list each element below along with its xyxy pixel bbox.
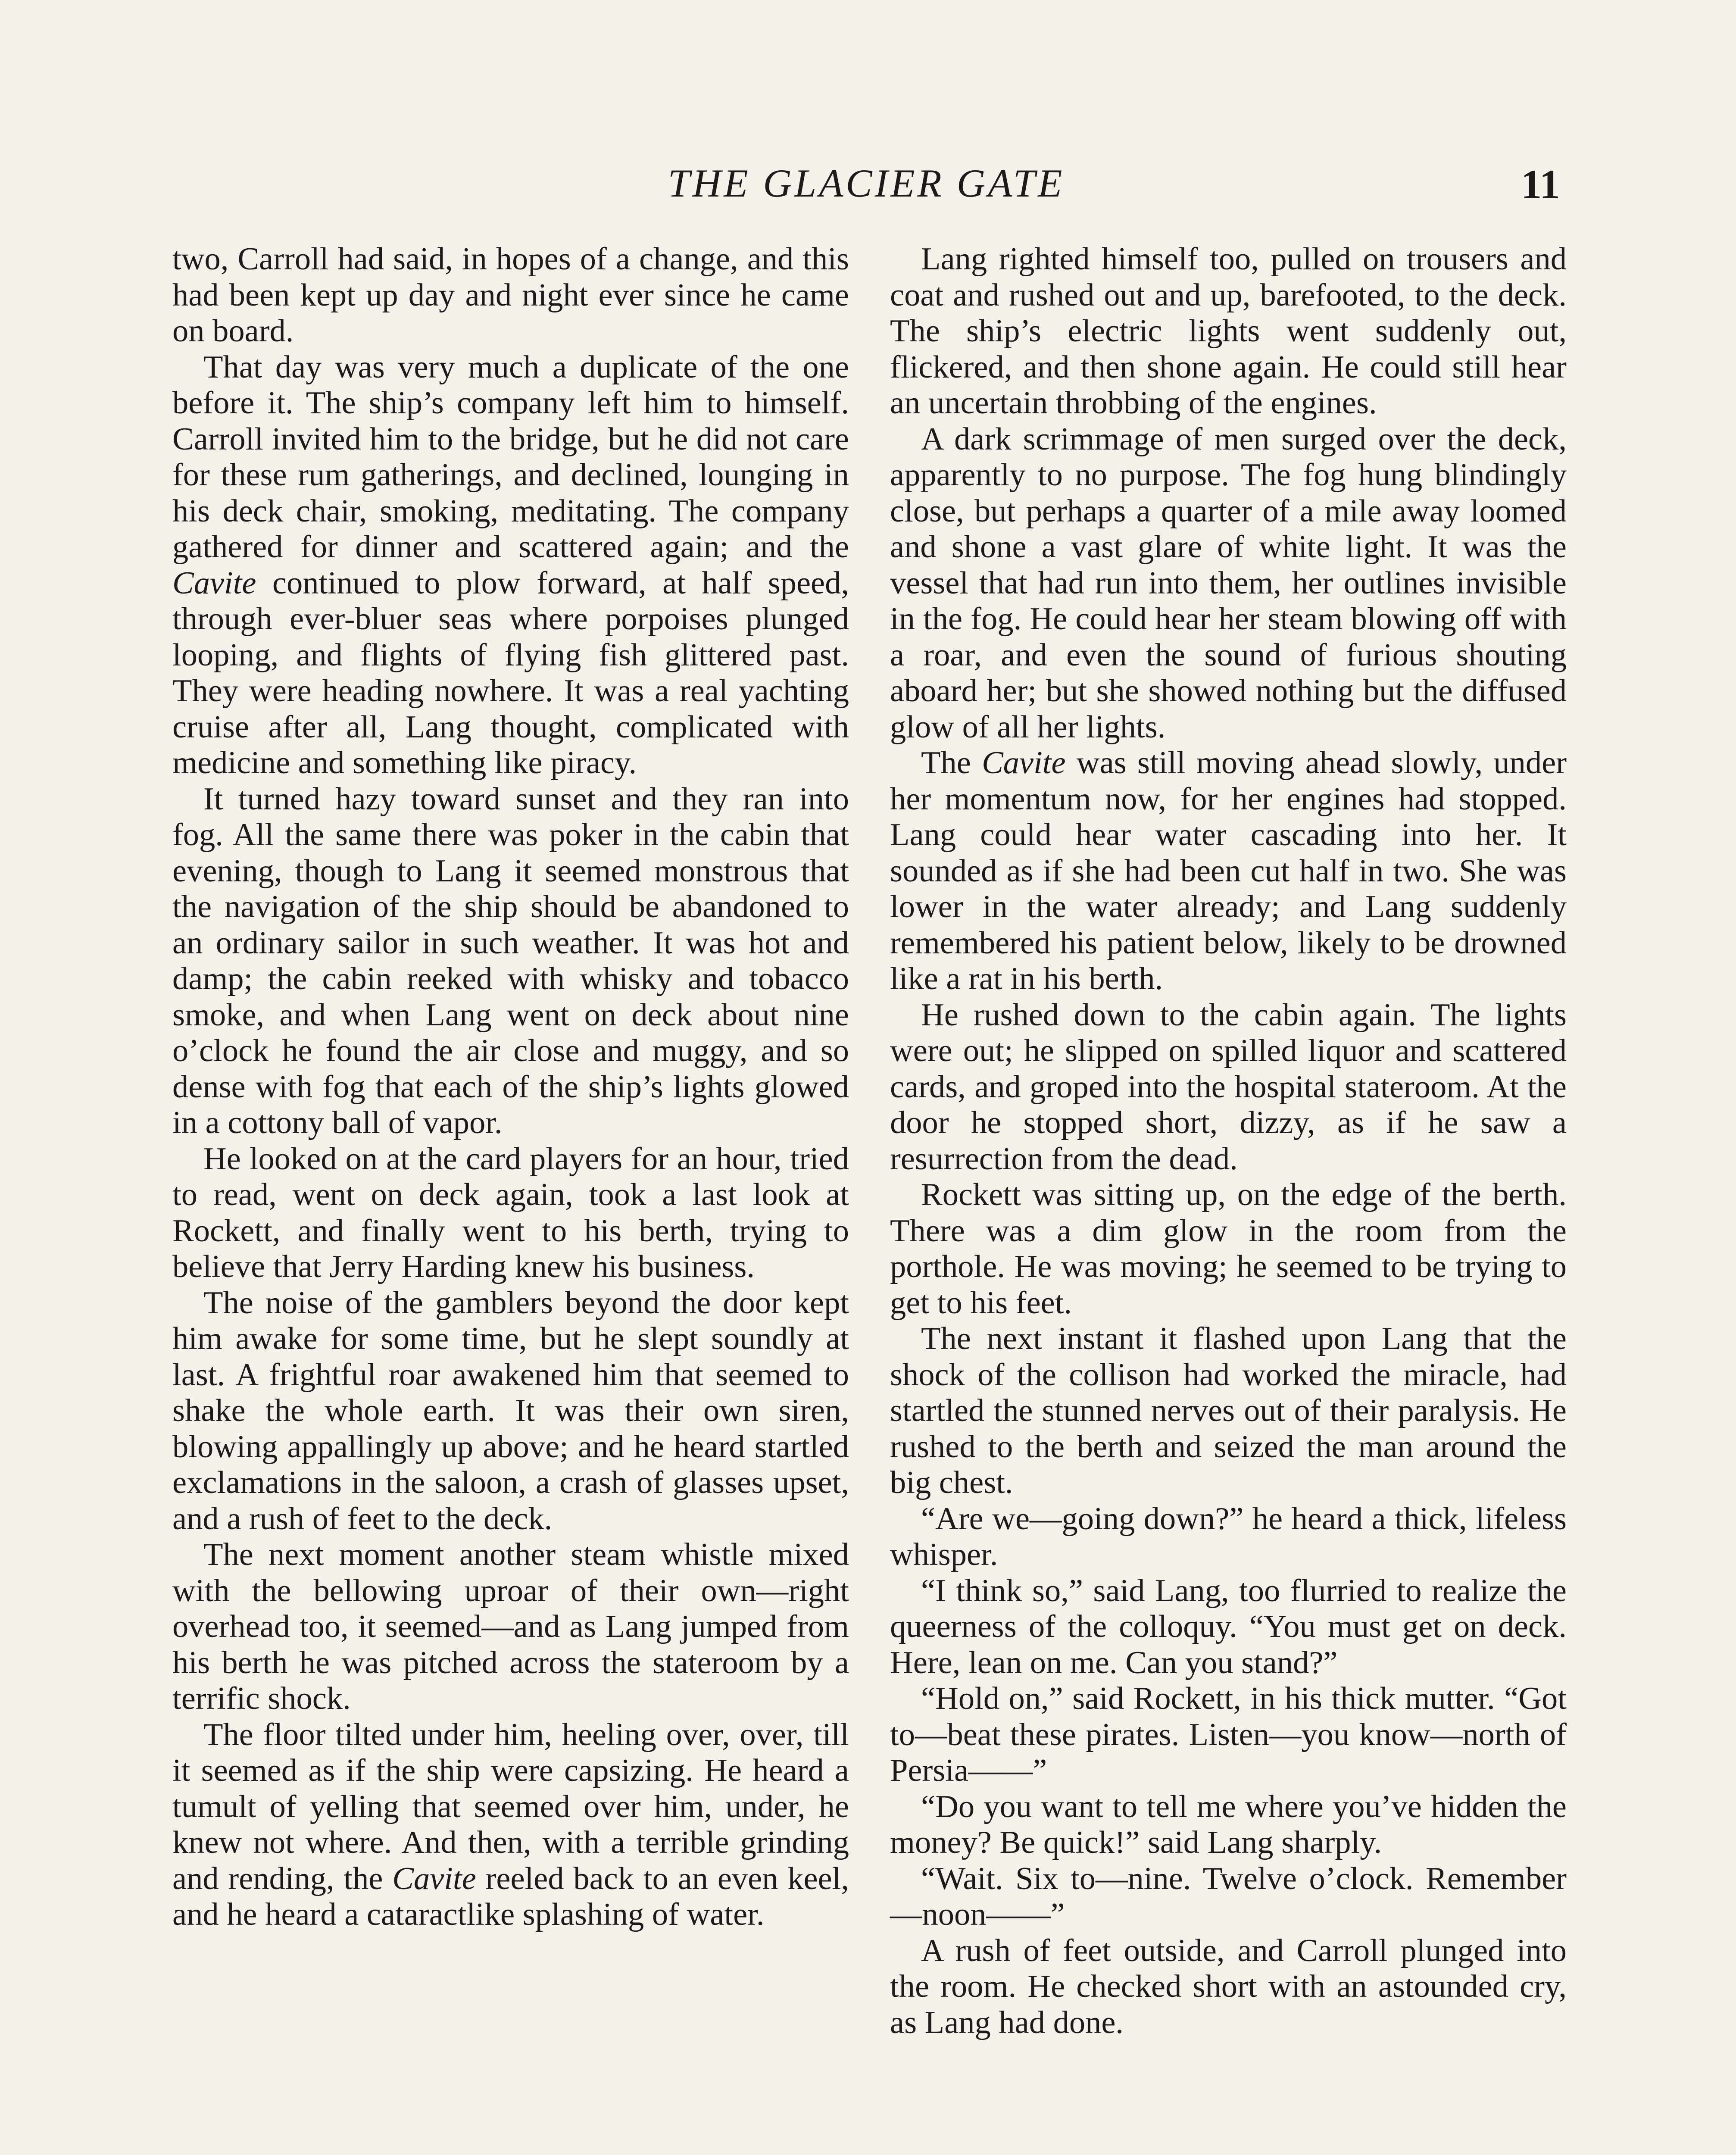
paragraph: The next moment another steam whistle mixed with the bellowing uproar of their own—right overhead too, it seemed—and as Lang jumped from his berth he was pitched across the stateroom by a terrific shock. <box>172 1537 849 1716</box>
paragraph: It turned hazy toward sunset and they ran into fog. All the same there was poker in the cabin that evening, though to Lang it seemed monstrous that the navigation of the ship should be abandoned to an ordinary sailor in such weather. It was hot and damp; the cabin reeked with whisky and tobacco smoke, and when Lang went on deck about nine o’clock he found the air close and muggy, and so dense with fog that each of the ship’s lights glowed in a cottony ball of vapor. <box>172 781 849 1140</box>
paragraph-text: The <box>921 745 982 781</box>
paragraph: Lang righted himself too, pulled on trousers and coat and rushed out and up, barefooted, to the deck. The ship’s electric lights went suddenly out, flickered, and then shone again. He could still hear an uncertain throbbing of the engines. <box>890 241 1567 421</box>
paragraph: The noise of the gamblers beyond the door kept him awake for some time, but he slept soundly at last. A frightful roar awakened him that seemed to shake the whole earth. It was their own siren, blowing appallingly up above; and he heard startled exclamations in the saloon, a crash of glasses upset, and a rush of feet to the deck. <box>172 1285 849 1537</box>
paragraph-text: reeled back to an even keel, and he heard a cataractlike splashing of water. <box>172 1861 849 1932</box>
ship-name: Cavite <box>392 1861 476 1896</box>
paragraph: “Wait. Six to—nine. Twelve o’clock. Remember—noon——” <box>890 1861 1567 1932</box>
paragraph: “I think so,” said Lang, too flurried to realize the queerness of the colloquy. “You must get on deck. Here, lean on me. Can you stand?” <box>890 1573 1567 1680</box>
paragraph: Rockett was sitting up, on the edge of the berth. There was a dim glow in the room from the porthole. He was moving; he seemed to be trying to get to his feet. <box>890 1177 1567 1321</box>
paragraph-text: was still moving ahead slowly, under her momentum now, for her engines had stopped. Lang could hear water cascading into her. It sounded as if she had been cut half in two. She was lower in the water already; and Lang suddenly remembered his patient below, likely to be drowned like a rat in his berth. <box>890 745 1567 996</box>
paragraph: He looked on at the card players for an hour, tried to read, went on deck again, took a last look at Rockett, and finally went to his berth, trying to believe that Jerry Harding knew his business. <box>172 1141 849 1284</box>
ship-name: Cavite <box>982 745 1066 781</box>
running-header <box>172 160 1560 221</box>
right-column <box>890 241 1567 2041</box>
ship-name: Cavite <box>172 565 256 601</box>
paragraph-text: continued to plow forward, at half speed, through ever-bluer seas where porpoises plunged looping, and flights of flying fish glittered past. They were heading nowhere. It was a real yachting cruise after all, Lang thought, complicated with medicine and something like piracy. <box>172 565 849 781</box>
paragraph: “Do you want to tell me where you’ve hidden the money? Be quick!” said Lang sharply. <box>890 1789 1567 1860</box>
paragraph: A rush of feet outside, and Carroll plunged into the room. He checked short with an astounded cry, as Lang had done. <box>890 1933 1567 2040</box>
paragraph <box>172 1717 849 1933</box>
paragraph: “Hold on,” said Rockett, in his thick mutter. “Got to—beat these pirates. Listen—you know—north of Persia——” <box>890 1681 1567 1788</box>
page-number: 11 <box>1521 161 1560 207</box>
paragraph: He rushed down to the cabin again. The lights were out; he slipped on spilled liquor and scattered cards, and groped into the hospital stateroom. At the door he stopped short, dizzy, as if he saw a resurrection from the dead. <box>890 997 1567 1177</box>
running-title: THE GLACIER GATE <box>668 161 1065 205</box>
paragraph: The next instant it flashed upon Lang that the shock of the collison had worked the miracle, had startled the stunned nerves out of their paralysis. He rushed to the berth and seized the man around the big chest. <box>890 1321 1567 1500</box>
paragraph: “Are we—going down?” he heard a thick, lifeless whisper. <box>890 1501 1567 1572</box>
paragraph <box>890 745 1567 997</box>
paragraph: A dark scrimmage of men surged over the deck, apparently to no purpose. The fog hung blindingly close, but perhaps a quarter of a mile away loomed and shone a vast glare of white light. It was the vessel that had run into them, her outlines invisible in the fog. He could hear her steam blowing off with a roar, and even the sound of furious shouting aboard her; but she showed nothing but the diffused glow of all her lights. <box>890 421 1567 745</box>
paragraph-text: That day was very much a duplicate of the one before it. The ship’s company left him to himself. Carroll invited him to the bridge, but he did not care for these rum gatherings, and declined, lounging in his deck chair, smoking, meditating. The company gathered for dinner and scattered again; and the <box>172 349 849 565</box>
paragraph: two, Carroll had said, in hopes of a change, and this had been kept up day and night ever since he came on board. <box>172 241 849 349</box>
left-column <box>172 241 849 1933</box>
paragraph <box>172 350 849 781</box>
paragraph-text: The floor tilted under him, heeling over, over, till it seemed as if the ship were capsizing. He heard a tumult of yelling that seemed over him, under, he knew not where. And then, with a terrible grinding and rending, the <box>172 1717 849 1896</box>
